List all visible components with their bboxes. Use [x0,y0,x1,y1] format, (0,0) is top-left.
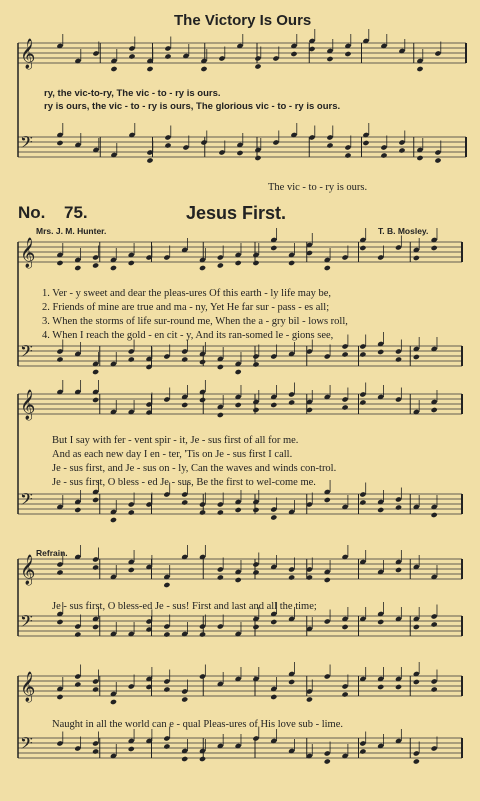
verse-3-line-2: Je - sus first, and Je - sus on - ly, Can the waves and winds con-trol. [52,463,337,474]
hymn-title: Jesus First. [186,203,287,223]
note-head [110,265,117,271]
note-head [342,404,349,410]
note-head [128,356,135,362]
note-head [395,356,402,362]
note-head [254,155,261,161]
note-head [252,624,259,630]
final-lyric: Naught in all the world can e - qual Pleas-ures of His love sub - lime. [52,719,344,730]
note-head [235,369,242,375]
note-head [236,150,243,156]
note-head [326,56,333,62]
note-head [128,509,135,515]
note-head [344,152,351,158]
note-head [326,142,333,148]
note-head [431,245,438,251]
previous-hymn-bass-lyric: The vic - to - ry is ours. [268,182,368,193]
note-head [217,364,224,370]
note-head [56,619,63,625]
note-head [362,140,369,146]
note-head [395,684,402,690]
note-head [181,356,188,362]
note-head [252,361,259,367]
note-head [74,265,81,271]
note-head [380,152,387,158]
note-head [434,157,441,163]
note-head [128,746,135,752]
note-head [290,51,297,57]
verse-3-line-1: 3. When the storms of life sur-round me, When the a - gry bil - lows roll, [42,316,348,327]
note-head [359,399,366,405]
note-head [413,255,420,261]
note-head [56,260,63,266]
hymn-composer: T. B. Mosley. [378,226,429,236]
note-head [128,53,135,59]
note-head [56,569,63,575]
note-head [92,624,99,630]
hymn-number: 75. [64,203,88,222]
note-head [416,66,423,72]
treble-clef: 𝄞 [20,238,36,268]
bass-clef: 𝄢 [20,733,33,757]
note-head [200,66,207,72]
note-head [181,499,188,505]
note-head [359,748,366,754]
note-head [431,407,438,413]
note-head [92,564,99,570]
note-head [377,507,384,513]
note-head [56,140,63,146]
note-head [398,147,405,153]
note-head [128,567,135,573]
note-head [164,142,171,148]
note-head [74,507,81,513]
note-head [416,155,423,161]
note-head [252,260,259,266]
verse-1-line-2: But I say with fer - vent spir - it, Je - sus first of all for me. [52,435,299,446]
note-head [377,349,384,355]
note-head [92,686,99,692]
note-head [288,260,295,266]
verse-4-line-1: 4. When I reach the gold - en cit - y, And its ran-somed le - gions see, [42,330,334,341]
hymn-lyricist: Mrs. J. M. Hunter. [36,226,107,236]
note-head [324,577,331,583]
note-head [199,397,206,403]
note-head [146,157,153,163]
note-head [395,567,402,573]
bass-clef: 𝄢 [20,489,33,513]
note-head [377,619,384,625]
note-head [288,679,295,685]
note-head [235,402,242,408]
note-head [431,686,438,692]
note-head [270,694,277,700]
note-head [199,756,206,762]
note-head [217,412,224,418]
note-head [235,507,242,513]
note-head [163,582,170,588]
note-head [181,402,188,408]
note-head [288,399,295,405]
note-head [413,679,420,685]
note-head [56,356,63,362]
note-head [235,260,242,266]
note-head [413,624,420,630]
note-head [342,351,349,357]
note-head [252,569,259,575]
note-head [377,684,384,690]
note-head [359,245,366,251]
previous-hymn-title: The Victory Is Ours [174,12,312,29]
verse-2-line-2: And as each new day I en - ter, 'Tis on Je - sus first I call. [52,449,293,460]
note-head [163,743,170,749]
note-head [270,245,277,251]
note-head [74,631,81,637]
treble-clef: 𝄞 [20,39,36,69]
verse-4-line-2: Je - sus first, O bless - ed Je - sus, Be the first to wel-come me. [52,477,316,488]
note-head [235,577,242,583]
note-head [413,758,420,764]
note-head [359,351,366,357]
verse-1-line-1: 1. Ver - y sweet and dear the pleas-ures Of this earth - ly life may be, [42,288,332,299]
note-head [110,66,117,72]
note-head [254,63,261,69]
note-head [92,369,99,375]
bass-clef: 𝄢 [20,611,33,635]
note-head [344,51,351,57]
note-head [270,514,277,520]
previous-hymn-lyric-2: ry is ours, the vic - to - ry is ours, The glorious vic - to - ry is ours. [44,101,341,112]
note-head [359,499,366,505]
previous-hymn-lyric-1: ry, the vic-to-ry, The vic - to - ry is ours. [44,88,221,99]
note-head [163,631,170,637]
treble-clef: 𝄞 [20,672,36,702]
note-head [164,53,171,59]
note-head [270,619,277,625]
note-head [217,574,224,580]
bass-clef: 𝄢 [20,341,33,365]
note-head [74,681,81,687]
note-head [252,407,259,413]
note-head [181,696,188,702]
note-head [199,359,206,365]
note-head [324,497,331,503]
treble-clef: 𝄞 [20,555,36,585]
treble-clef: 𝄞 [20,390,36,420]
note-head [395,504,402,510]
note-head [431,512,438,518]
note-head [288,574,295,580]
note-head [199,631,206,637]
note-head [324,265,331,271]
note-head [342,624,349,630]
refrain-lyric: Je - sus first, O bless-ed Je - sus! First and last and all the time; [52,601,317,612]
bass-clef: 𝄢 [20,132,33,156]
note-head [413,354,420,360]
refrain-label: Refrain. [36,548,68,558]
note-head [252,507,259,513]
note-head [324,758,331,764]
note-head [217,262,224,268]
note-head [199,509,206,515]
note-head [92,397,99,403]
note-head [92,748,99,754]
note-head [128,260,135,266]
note-head [92,497,99,503]
note-head [146,66,153,72]
note-head [342,691,349,697]
note-head [217,509,224,515]
note-head [110,517,117,523]
note-head [56,694,63,700]
note-head [431,621,438,627]
note-head [306,696,313,702]
hymn-number-label: No. [18,203,46,222]
verse-2-line-1: 2. Friends of mine are true and ma - ny, Yet He far sur - pass - es all; [42,302,330,313]
note-head [199,265,206,271]
note-head [92,262,99,268]
note-head [110,699,117,705]
note-head [163,686,170,692]
note-head [181,756,188,762]
note-head [270,402,277,408]
